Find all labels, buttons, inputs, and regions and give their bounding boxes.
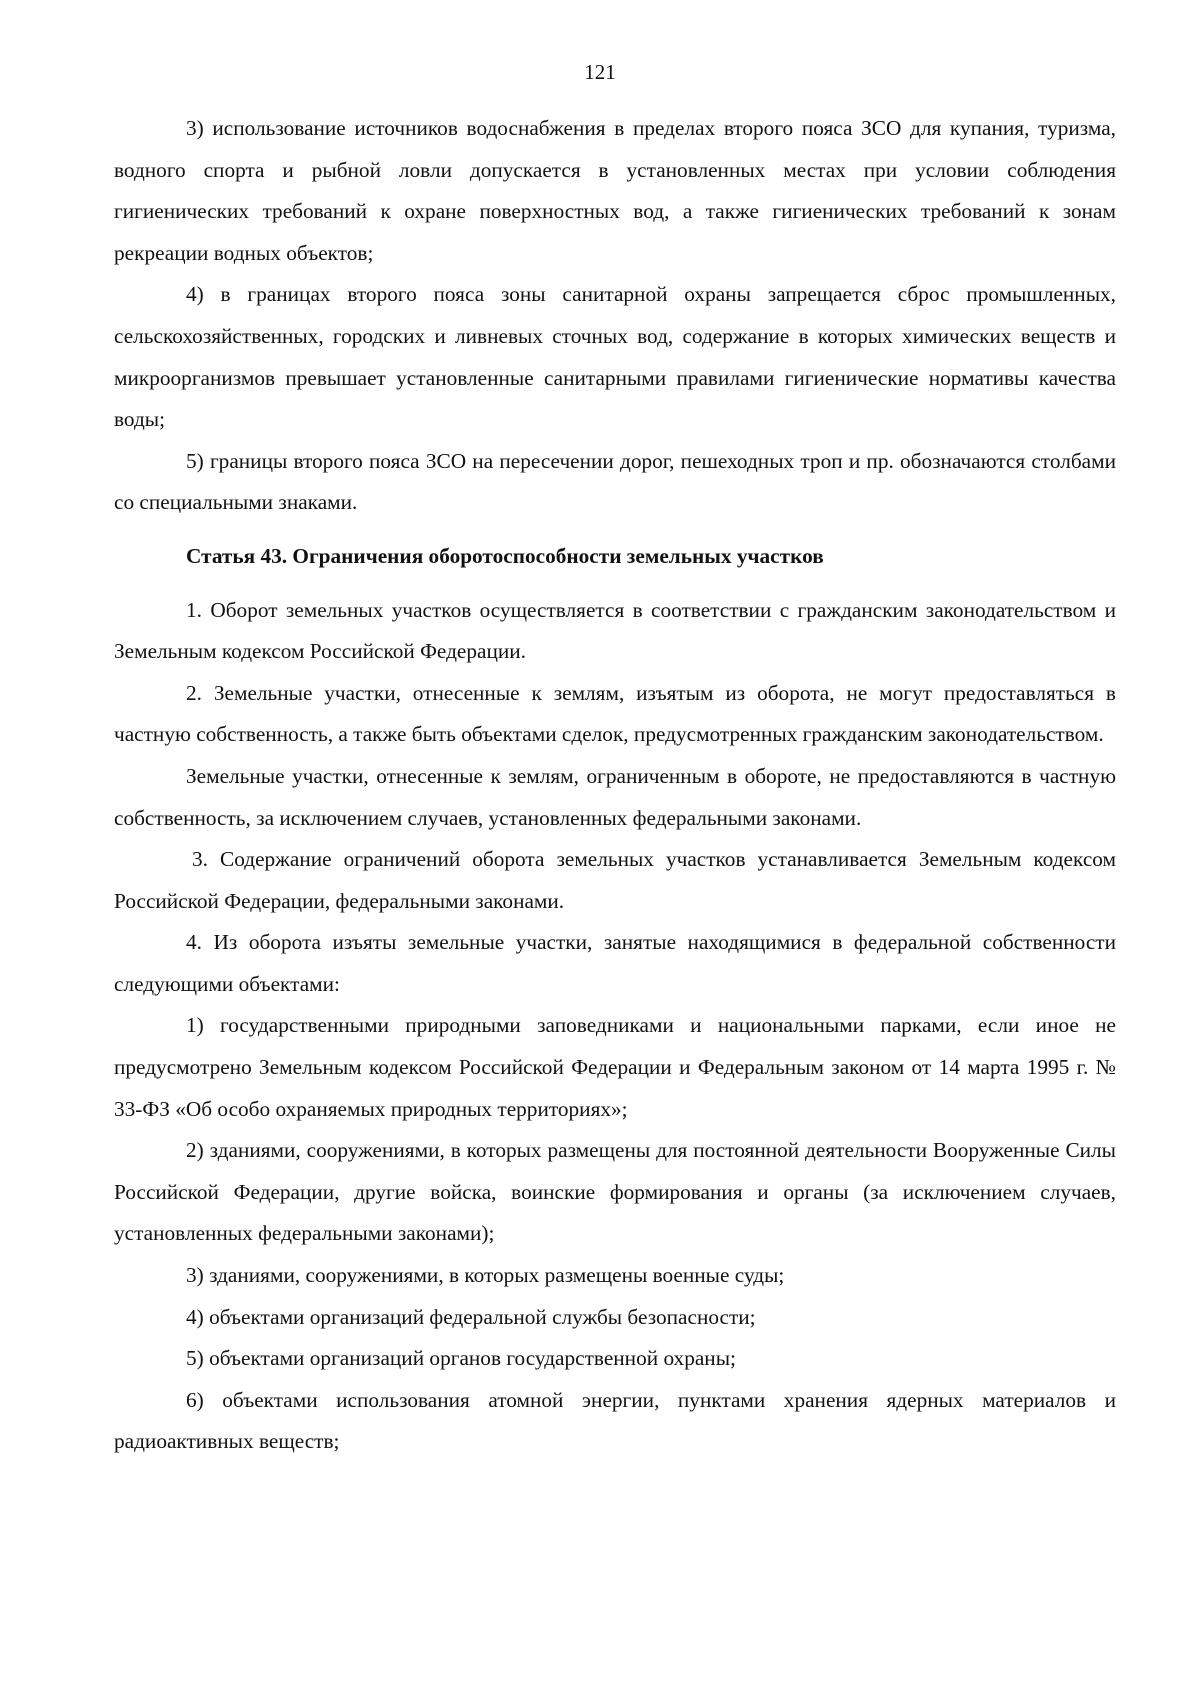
paragraph-clause-2: 2. Земельные участки, отнесенные к землям, изъятым из оборота, не могут предоставляться в частную собственность, а также быть объектами сделок, предусмотренных гражданским законодательством. <box>114 680 1116 747</box>
paragraph-subitem-5: 5) объектами организаций органов государственной охраны; <box>186 1346 736 1371</box>
paragraph-clause-4: 4. Из оборота изъяты земельные участки, занятые находящимися в федеральной собственности следующими объектами: <box>114 930 1116 996</box>
article-heading: Статья 43. Ограничения оборотоспособности земельных участков <box>186 543 824 568</box>
paragraph-subitem-4: 4) объектами организаций федеральной службы безопасности; <box>186 1304 756 1329</box>
paragraph-item-5-borders: 5) границы второго пояса ЗСО на пересечении дорог, пешеходных троп и пр. обозначаются столбами со специальными знаками. <box>114 448 1116 515</box>
paragraph-subitem-1: 1) государственными природными заповедниками и национальными парками, если иное не предусмотрено Земельным кодексом Российской Федерации и Федеральным законом от 14 марта 1995 г. № 33-ФЗ «Об особо охраняемых природных территориях»; <box>114 1013 1116 1121</box>
paragraph-clause-3: 3. Содержание ограничений оборота земельных участков устанавливается Земельным кодексом Российской Федерации, федеральными законами. <box>114 847 1116 913</box>
paragraph-clause-1: 1. Оборот земельных участков осуществляется в соответствии с гражданским законодательством и Земельным кодексом Российской Федерации. <box>114 597 1116 664</box>
paragraph-clause-2-continued: Земельные участки, отнесенные к землям, ограниченным в обороте, не предоставляются в частную собственность, за исключением случаев, установленных федеральными законами. <box>114 763 1116 830</box>
paragraph-subitem-6: 6) объектами использования атомной энергии, пунктами хранения ядерных материалов и радиоактивных веществ; <box>114 1387 1116 1454</box>
page-number: 121 <box>584 60 616 84</box>
document-body <box>114 108 1116 1463</box>
paragraph-item-4-discharge: 4) в границах второго пояса зоны санитарной охраны запрещается сброс промышленных, сельскохозяйственных, городских и ливневых сточных вод, содержание в которых химических веществ и микроорганизмов превышает установленные санитарными правилами гигиенические нормативы качества воды; <box>114 282 1116 432</box>
paragraph-item-3-bathing: 3) использование источников водоснабжения в пределах второго пояса ЗСО для купания, туризма, водного спорта и рыбной ловли допускается в установленных местах при условии соблюдения гигиенических требований к охране поверхностных вод, а также гигиенических требований к зонам рекреации водных объектов; <box>114 116 1116 265</box>
paragraph-subitem-3: 3) зданиями, сооружениями, в которых размещены военные суды; <box>186 1263 785 1288</box>
paragraph-subitem-2: 2) зданиями, сооружениями, в которых размещены для постоянной деятельности Вооруженные Силы Российской Федерации, другие войска, воинские формирования и органы (за исключением случаев, установленных федеральными законами); <box>114 1138 1116 1246</box>
